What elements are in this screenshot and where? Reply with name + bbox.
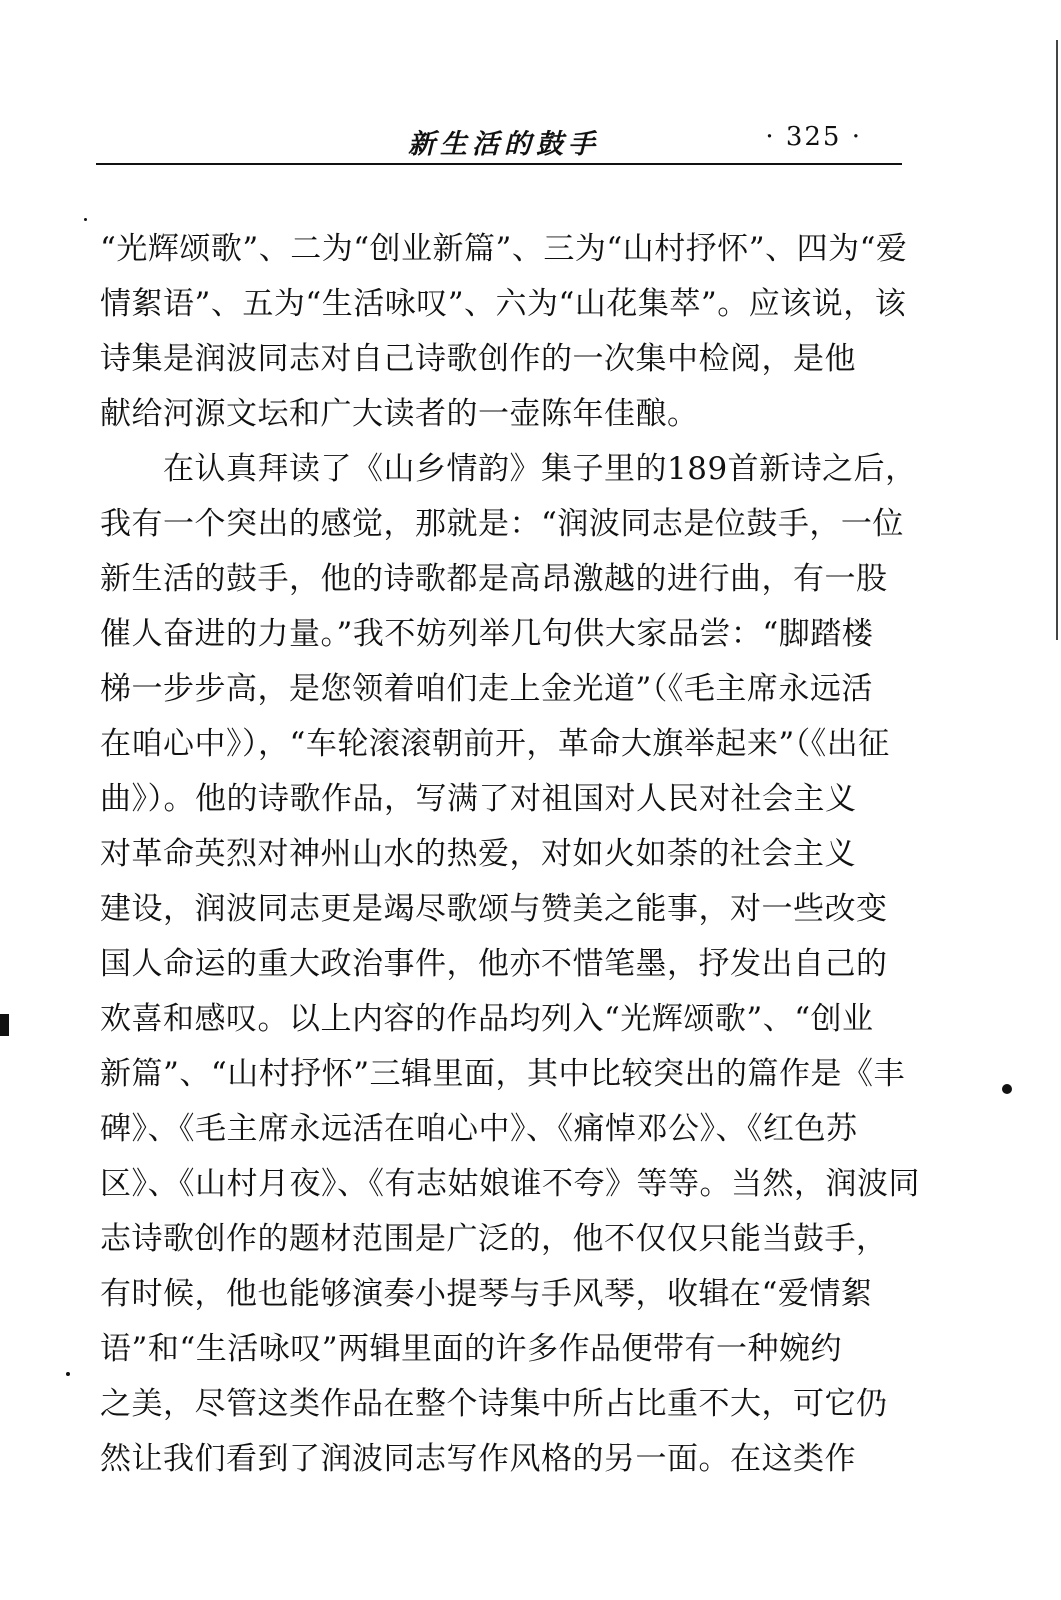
page-header xyxy=(96,118,902,160)
text-line: 有时候，他也能够演奏小提琴与手风琴，收辑在“爱情絮 xyxy=(100,1276,873,1312)
text-line: 志诗歌创作的题材范围是广泛的，他不仅仅只能当鼓手， xyxy=(100,1221,888,1257)
text-line: 区》、《山村月夜》、《有志姑娘谁不夸》等等。当然，润波同 xyxy=(100,1166,920,1202)
text-line: 在认真拜读了《山乡情韵》集子里的189首新诗之后， xyxy=(100,451,917,487)
text-line: 国人命运的重大政治事件，他亦不惜笔墨，抒发出自己的 xyxy=(100,946,888,982)
text-line: 曲》）。他的诗歌作品，写满了对祖国对人民对社会主义 xyxy=(100,781,857,817)
text-line: 献给河源文坛和广大读者的一壶陈年佳酿。 xyxy=(100,396,699,432)
text-line: 我有一个突出的感觉，那就是：“润波同志是位鼓手，一位 xyxy=(100,506,904,542)
text-line: 新篇”、“山村抒怀”三辑里面，其中比较突出的篇作是《丰 xyxy=(100,1056,906,1092)
body-text xyxy=(100,222,920,1487)
scan-edge-line-right xyxy=(1056,40,1058,640)
page-number: · 325 · xyxy=(765,122,862,152)
text-line: 语”和“生活咏叹”两辑里面的许多作品便带有一种婉约 xyxy=(100,1331,843,1367)
text-line: 然让我们看到了润波同志写作风格的另一面。在这类作 xyxy=(100,1441,856,1477)
text-line: 对革命英烈对神州山水的热爱，对如火如荼的社会主义 xyxy=(100,836,856,872)
scan-speck xyxy=(84,218,87,221)
running-title: 新生活的鼓手 xyxy=(408,129,600,160)
text-line: 梯一步步高，是您领着咱们走上金光道”（《毛主席永远活 xyxy=(100,671,873,707)
header-rule xyxy=(96,163,902,165)
scan-speck xyxy=(66,1372,70,1376)
text-line: 在咱心中》），“车轮滚滚朝前开，革命大旗举起来”（《出征 xyxy=(100,726,890,762)
text-line: “光辉颂歌”、二为“创业新篇”、三为“山村抒怀”、四为“爱 xyxy=(100,231,908,267)
text-line: 欢喜和感叹。以上内容的作品均列入“光辉颂歌”、“创业 xyxy=(100,1001,874,1037)
scan-speck xyxy=(1002,1084,1012,1094)
text-line: 情絮语”、五为“生活咏叹”、六为“山花集萃”。应该说，该 xyxy=(100,286,907,322)
text-line: 新生活的鼓手，他的诗歌都是高昂激越的进行曲，有一股 xyxy=(100,561,888,597)
text-line: 诗集是润波同志对自己诗歌创作的一次集中检阅，是他 xyxy=(100,341,856,377)
scan-edge-mark-left xyxy=(0,1014,9,1036)
text-line: 碑》、《毛主席永远活在咱心中》、《痛悼邓公》、《红色苏 xyxy=(100,1111,858,1147)
text-line: 催人奋进的力量。”我不妨列举几句供大家品尝：“脚踏楼 xyxy=(100,616,874,652)
text-line: 建设，润波同志更是竭尽歌颂与赞美之能事，对一些改变 xyxy=(100,891,888,927)
text-line: 之美，尽管这类作品在整个诗集中所占比重不大，可它仍 xyxy=(100,1386,888,1422)
